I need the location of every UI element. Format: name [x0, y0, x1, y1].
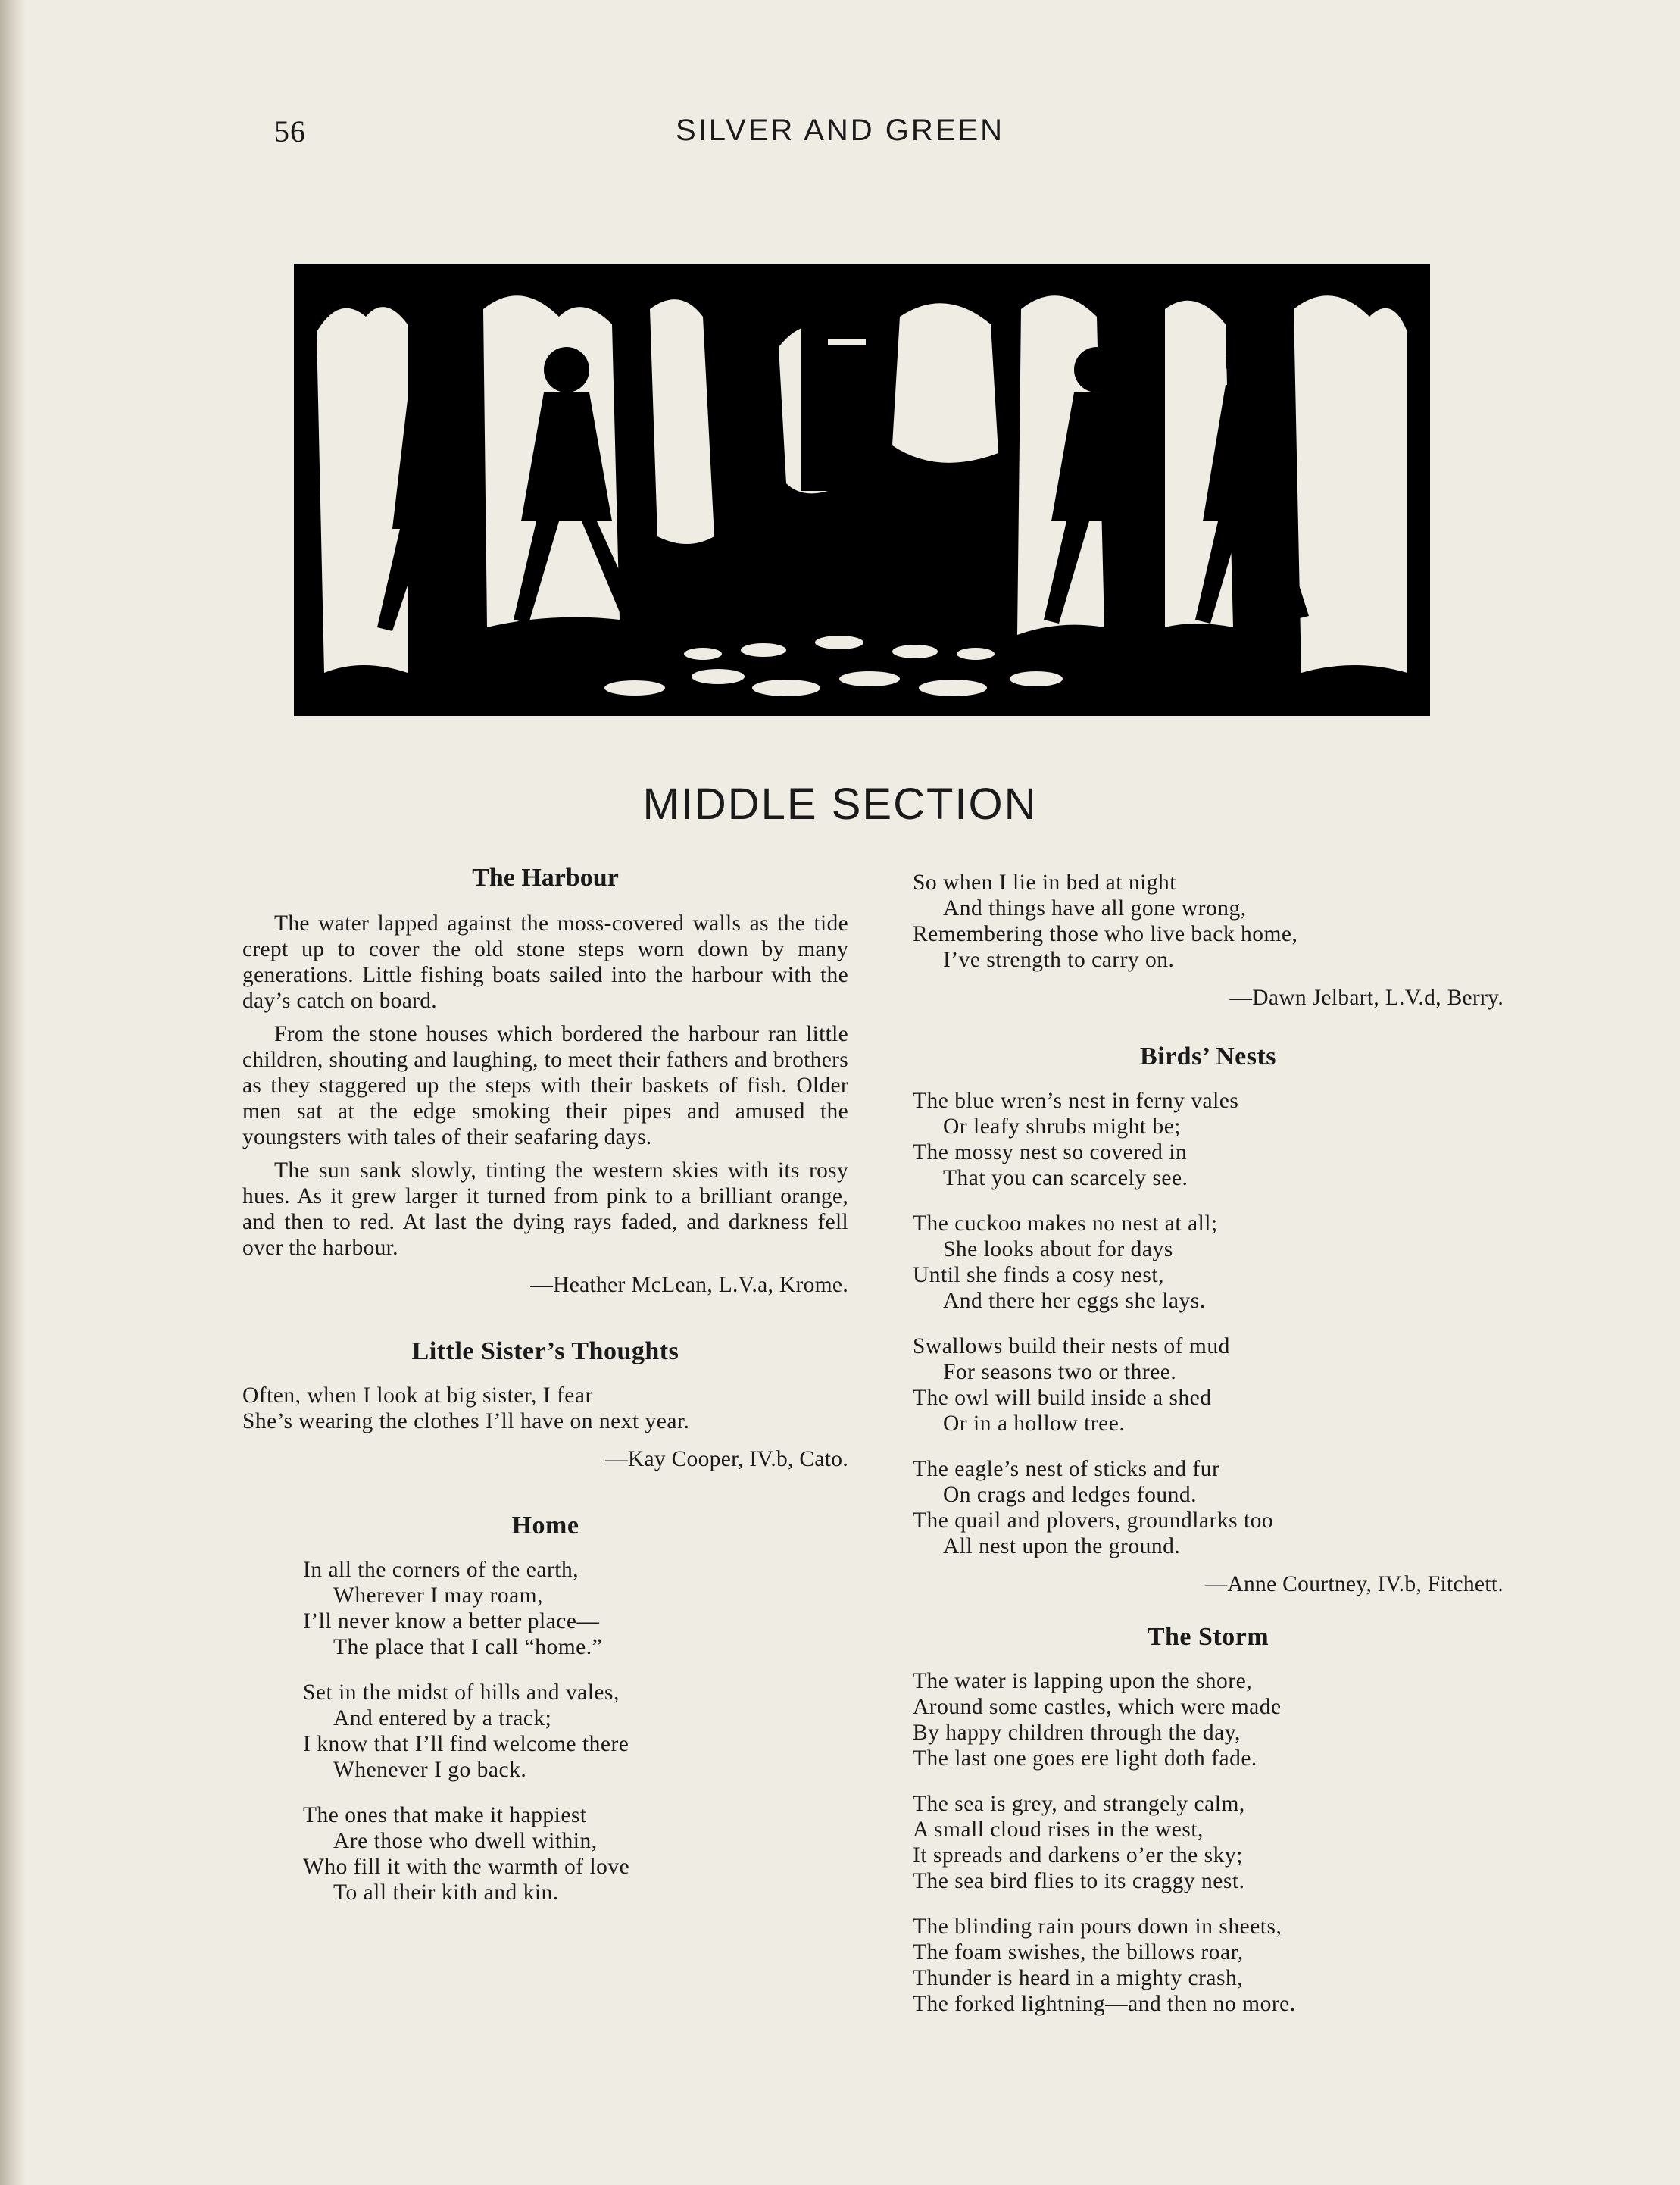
home-piece [242, 1513, 848, 1905]
poem-line: I’ll never know a better place— [303, 1609, 600, 1633]
harbour-piece [242, 864, 848, 1298]
page-edge [0, 0, 26, 2185]
section-title: MIDDLE SECTION [642, 780, 1038, 829]
home-byline: —Dawn Jelbart, L.V.d, Berry. [1229, 986, 1504, 1010]
poem-line: The blue wren’s nest in ferny vales [913, 1089, 1239, 1113]
right-column [913, 870, 1504, 2037]
stanza [913, 1456, 1504, 1559]
poem-line: The foam swishes, the billows roar, [913, 1940, 1244, 1965]
stanza [913, 1211, 1504, 1314]
poem-line: The quail and plovers, groundlarks too [913, 1508, 1274, 1533]
poem-line: She’s wearing the clothes I’ll have on next year. [242, 1409, 690, 1433]
poem-line: Until she finds a cosy nest, [913, 1263, 1164, 1287]
poem-line: And entered by a track; [333, 1706, 552, 1730]
poem-line: And there her eggs she lays. [943, 1289, 1206, 1313]
stanza [913, 1914, 1504, 2017]
little-sister-piece [242, 1339, 848, 1472]
birds-nests-byline: —Anne Courtney, IV.b, Fitchett. [1204, 1572, 1504, 1596]
poem-line: All nest upon the ground. [943, 1534, 1181, 1558]
poem-line: Whenever I go back. [333, 1758, 527, 1782]
stanza [913, 870, 1504, 973]
poem-line: The eagle’s nest of sticks and fur [913, 1457, 1220, 1481]
poem-line: Thunder is heard in a mighty crash, [913, 1966, 1244, 1990]
poem-line: On crags and ledges found. [943, 1483, 1197, 1507]
poem-line: Set in the midst of hills and vales, [303, 1680, 620, 1705]
poem-line: The place that I call “home.” [333, 1635, 603, 1659]
harbour-paragraph: From the stone houses which bordered the harbour ran little children, shouting and laughing, to meet their fathers and brothers as they staggered up the steps with their baskets of fish. Older men sat at the edge smoking their pipes and amused the youngsters with tales of their seafaring days. [242, 1022, 848, 1149]
page-number: 56 [274, 114, 306, 148]
poem-line: I know that I’ll find welcome there [303, 1732, 629, 1756]
little-sister-title: Little Sister’s Thoughts [411, 1337, 679, 1365]
poem-line: The forked lightning—and then no more. [913, 1992, 1296, 2016]
poem-line: I’ve strength to carry on. [943, 948, 1175, 972]
stanza [303, 1680, 848, 1783]
harbour-title: The Harbour [472, 864, 619, 892]
poem-line: Are those who dwell within, [333, 1829, 598, 1853]
poem-line: Swallows build their nests of mud [913, 1334, 1230, 1358]
poem-line: Or leafy shrubs might be; [943, 1114, 1181, 1139]
stanza [303, 1802, 848, 1905]
poem-line: By happy children through the day, [913, 1721, 1241, 1745]
stanza [303, 1557, 848, 1660]
stanza [913, 1333, 1504, 1436]
poem-line: To all their kith and kin. [333, 1880, 559, 1905]
poem-line: A small cloud rises in the west, [913, 1818, 1204, 1842]
left-column [242, 864, 848, 1925]
storm-title: The Storm [1147, 1623, 1269, 1651]
poem-line: The water is lapping upon the shore, [913, 1669, 1253, 1693]
page-header [0, 114, 1680, 159]
poem-line: That you can scarcely see. [943, 1166, 1188, 1190]
poem-line: The sea is grey, and strangely calm, [913, 1792, 1245, 1816]
stanza [913, 1668, 1504, 1771]
birds-nests-piece [913, 1044, 1504, 1597]
harbour-paragraph: The water lapped against the moss-covered walls as the tide crept up to cover the old stone steps worn down by many generations. Little fishing boats sailed into the harbour with the day’s catch on board. [242, 911, 848, 1013]
poem-line: Who fill it with the warmth of love [303, 1855, 630, 1879]
poem-line: It spreads and darkens o’er the sky; [913, 1843, 1243, 1868]
poem-line: She looks about for days [943, 1237, 1173, 1261]
poem-line: Or in a hollow tree. [943, 1411, 1126, 1436]
poem-line: So when I lie in bed at night [913, 871, 1176, 895]
running-title: SILVER AND GREEN [675, 114, 1005, 147]
poem-line: The owl will build inside a shed [913, 1386, 1212, 1410]
poem-line: Around some castles, which were made [913, 1695, 1282, 1719]
harbour-paragraph: The sun sank slowly, tinting the western skies with its rosy hues. As it grew larger it turned from pink to a brilliant orange, and then to red. At last the dying rays faded, and darkness fell over the harbour. [242, 1158, 848, 1260]
poem-line: The cuckoo makes no nest at all; [913, 1211, 1218, 1236]
poem-line: The last one goes ere light doth fade. [913, 1746, 1257, 1771]
stanza [913, 1791, 1504, 1894]
poem-line: The ones that make it happiest [303, 1803, 587, 1827]
home-title: Home [511, 1511, 579, 1540]
home-continued [913, 870, 1504, 1011]
poem-line: Remembering those who live back home, [913, 922, 1298, 946]
stanza [913, 1088, 1504, 1191]
harbour-byline: —Heather McLean, L.V.a, Krome. [530, 1273, 848, 1297]
poem-line: The sea bird flies to its craggy nest. [913, 1869, 1245, 1893]
poem-line: Often, when I look at big sister, I fear [242, 1383, 593, 1408]
poem-line: For seasons two or three. [943, 1360, 1177, 1384]
storm-piece [913, 1624, 1504, 2017]
poem-line: The blinding rain pours down in sheets, [913, 1915, 1282, 1939]
birds-nests-title: Birds’ Nests [1139, 1042, 1277, 1071]
poem-line: In all the corners of the earth, [303, 1558, 579, 1582]
poem-line: Wherever I may roam, [333, 1583, 543, 1608]
poem-line: The mossy nest so covered in [913, 1140, 1188, 1164]
silhouette-illustration [294, 264, 1430, 716]
poem-line: And things have all gone wrong, [943, 896, 1247, 921]
little-sister-byline: —Kay Cooper, IV.b, Cato. [605, 1447, 848, 1471]
